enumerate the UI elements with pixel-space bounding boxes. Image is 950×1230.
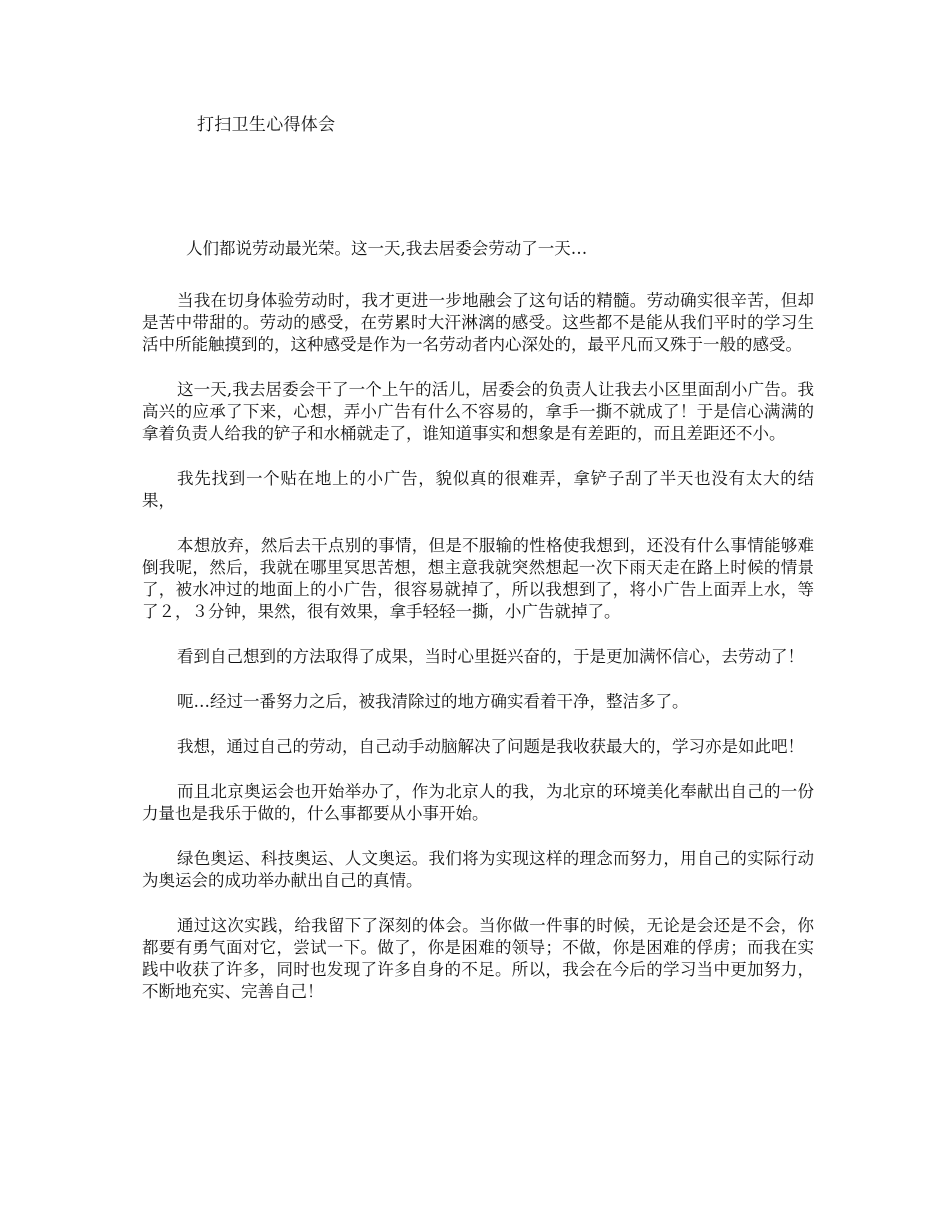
paragraph-1: 人们都说劳动最光荣。这一天,我去居委会劳动了一天… [186, 239, 588, 258]
paragraph-5: 本想放弃，然后去干点别的事情，但是不服输的性格使我想到，还没有什么事情能够难倒我呢，然后，我就在哪里冥思苦想，想主意我就突然想起一次下雨天走在路上时候的情景了，被水冲过的地面上的小广告，很容易就掉了，所以我想到了，将小广告上面弄上水，等了２，３分钟，果然，很有效果，拿手轻轻一撕，小广告就掉了。 [142, 536, 814, 621]
document-body [142, 238, 814, 1026]
paragraph-3: 这一天,我去居委会干了一个上午的活儿，居委会的负责人让我去小区里面刮小广告。我高兴的应承了下来，心想，弄小广告有什么不容易的，拿手一撕不就成了！于是信心满满的拿着负责人给我的铲子和水桶就走了，谁知道事实和想象是有差距的，而且差距还不小。 [142, 380, 814, 443]
paragraph-8: 我想，通过自己的劳动，自己动手动脑解决了问题是我收获最大的，学习亦是如此吧！ [177, 737, 804, 756]
document-title: 打扫卫生心得体会 [197, 115, 336, 135]
paragraph-11: 通过这次实践，给我留下了深刻的体会。当你做一件事的时候，无论是会还是不会，你都要有勇气面对它，尝试一下。做了，你是困难的领导；不做，你是困难的俘虏；而我在实践中收获了许多，同时也发现了许多自身的不足。所以，我会在今后的学习当中更加努力，不断地充实、完善自己！ [142, 916, 814, 1001]
paragraph-4: 我先找到一个贴在地上的小广告，貌似真的很难弄，拿铲子刮了半天也没有太大的结果， [142, 469, 814, 510]
paragraph-9: 而且北京奥运会也开始举办了，作为北京人的我，为北京的环境美化奉献出自己的一份力量也是我乐于做的，什么事都要从小事开始。 [142, 782, 814, 823]
paragraph-6: 看到自己想到的方法取得了成果，当时心里挺兴奋的，于是更加满怀信心，去劳动了！ [177, 647, 804, 666]
paragraph-7: 呃…经过一番努力之后，被我清除过的地方确实看着干净，整洁多了。 [177, 692, 689, 711]
paragraph-2: 当我在切身体验劳动时，我才更进一步地融会了这句话的精髓。劳动确实很辛苦，但却是苦中带甜的。劳动的感受，在劳累时大汗淋漓的感受。这些都不是能从我们平时的学习生活中所能触摸到的，这种感受是作为一名劳动者内心深处的，最平凡而又殊于一般的感受。 [142, 291, 814, 354]
paragraph-10: 绿色奥运、科技奥运、人文奥运。我们将为实现这样的理念而努力，用自己的实际行动为奥运会的成功举办献出自己的真情。 [142, 849, 814, 890]
